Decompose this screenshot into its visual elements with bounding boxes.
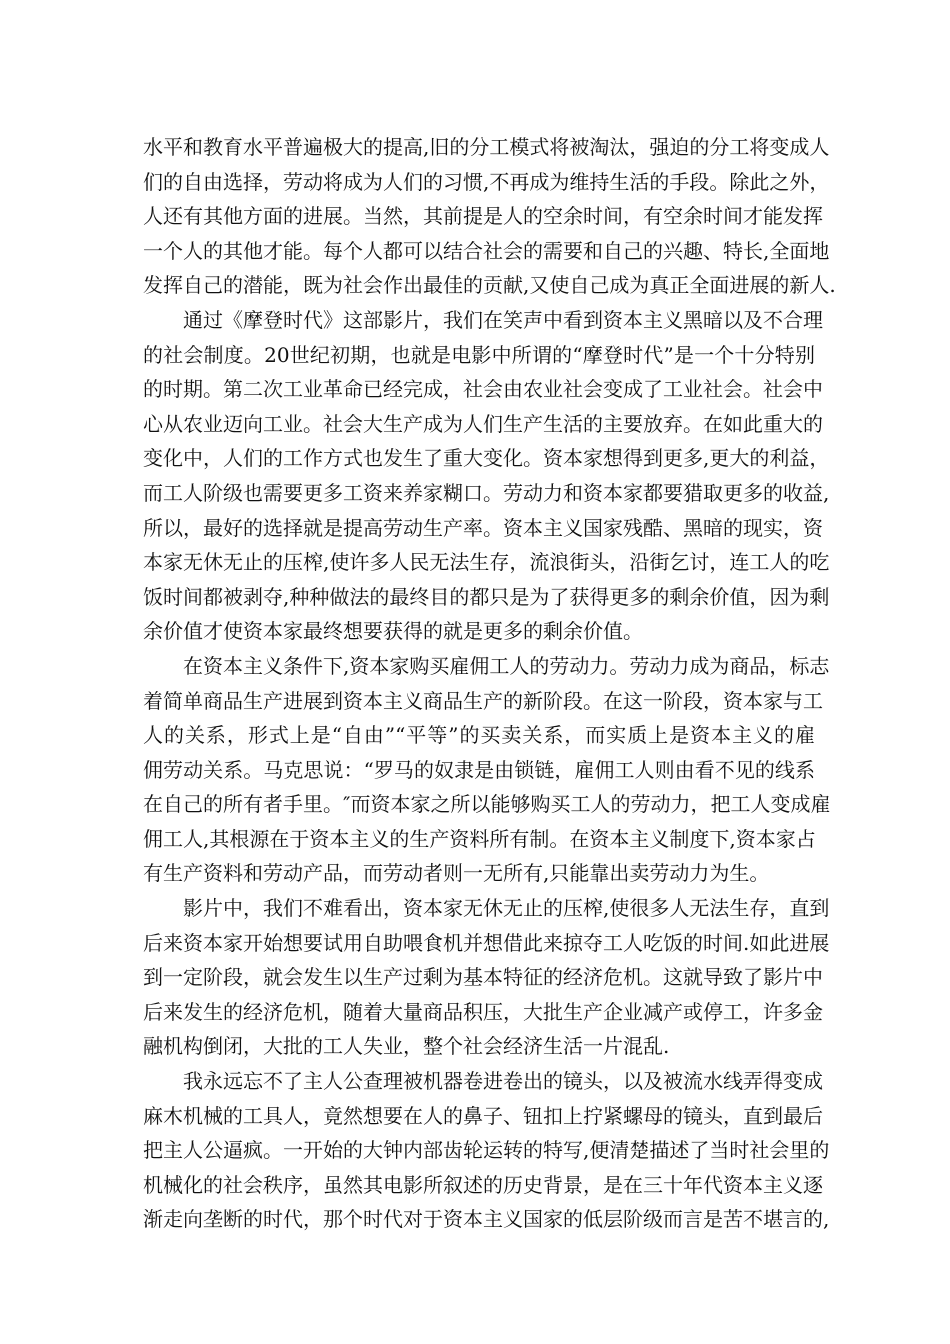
text-line: 把主人公逼疯。一开始的大钟内部齿轮运转的特写,便清楚描述了当时社会里的	[143, 1138, 830, 1163]
paragraph	[143, 649, 831, 891]
text-line: 所以，最好的选择就是提高劳动生产率。资本主义国家残酷、黑暗的现实，资	[143, 515, 823, 540]
text-line: 通过《摩登时代》这部影片，我们在笑声中看到资本主义黑暗以及不合理	[183, 307, 823, 332]
paragraph	[143, 130, 836, 303]
text-line: 渐走向垄断的时代，那个时代对于资本主义国家的低层阶级而言是苦不堪言的,	[143, 1207, 830, 1232]
text-line: 饭时间都被剥夺,种种做法的最终目的都只是为了获得更多的剩余价值，因为剩	[143, 584, 830, 609]
paragraph	[143, 1064, 830, 1237]
text-line: 后来资本家开始想要试用自助喂食机并想借此来掠夺工人吃饭的时间.如此进展	[143, 930, 830, 955]
text-line: 人的关系，形式上是“自由”“平等”的买卖关系，而实质上是资本主义的雇	[143, 723, 815, 748]
text-line: 机械化的社会秩序，虽然其电影所叙述的历史背景，是在三十年代资本主义逐	[143, 1172, 823, 1197]
text-line: 发挥自己的潜能，既为社会作出最佳的贡献,又使自己成为真正全面进展的新人.	[143, 273, 836, 298]
text-line: 影片中，我们不难看出，资本家无休无止的压榨,使很多人无法生存，直到	[183, 896, 830, 921]
text-line: 的社会制度。20世纪初期，也就是电影中所谓的“摩登时代”是一个十分特别	[143, 342, 815, 367]
text-line: 们的自由选择，劳动将成为人们的习惯,不再成为维持生活的手段。除此之外，	[143, 169, 830, 194]
text-line: 到一定阶段，就会发生以生产过剩为基本特征的经济危机。这就导致了影片中	[143, 965, 823, 990]
text-line: 融机构倒闭，大批的工人失业，整个社会经济生活一片混乱.	[143, 1034, 670, 1059]
text-line: 后来发生的经济危机，随着大量商品积压，大批生产企业减产或停工，许多金	[143, 999, 823, 1024]
text-line: 着简单商品生产进展到资本主义商品生产的新阶段。在这一阶段，资本家与工	[143, 688, 823, 713]
text-line: 余价值才使资本家最终想要获得的就是更多的剩余价值。	[143, 619, 643, 644]
text-line: 佣劳动关系。马克思说：“罗马的奴隶是由锁链，雇佣工人则由看不见的线系	[143, 757, 815, 782]
text-line: 有生产资料和劳动产品，而劳动者则一无所有,只能靠出卖劳动力为生。	[143, 861, 770, 886]
text-line: 变化中，人们的工作方式也发生了重大变化。资本家想得到更多,更大的利益，	[143, 446, 830, 471]
text-line: 在资本主义条件下,资本家购买雇佣工人的劳动力。劳动力成为商品，标志	[183, 653, 830, 678]
text-line: 一个人的其他才能。每个人都可以结合社会的需要和自己的兴趣、特长,全面地	[143, 238, 830, 263]
text-line: 的时期。第二次工业革命已经完成，社会由农业社会变成了工业社会。社会中	[143, 377, 823, 402]
text-line: 本家无休无止的压榨,使许多人民无法生存，流浪街头，沿街乞讨，连工人的吃	[143, 550, 830, 575]
text-line: 我永远忘不了主人公查理被机器卷进卷出的镜头，以及被流水线弄得变成	[183, 1069, 823, 1094]
text-line: 佣工人,其根源在于资本主义的生产资料所有制。在资本主义制度下,资本家占	[143, 826, 816, 851]
paragraph	[143, 891, 830, 1064]
text-line: 麻木机械的工具人，竟然想要在人的鼻子、钮扣上拧紧螺母的镜头，直到最后	[143, 1103, 823, 1128]
text-line: 心从农业迈向工业。社会大生产成为人们生产生活的主要放弃。在如此重大的	[143, 411, 823, 436]
text-line: 而工人阶级也需要更多工资来养家糊口。劳动力和资本家都要猎取更多的收益,	[143, 480, 830, 505]
paragraph	[143, 303, 830, 649]
text-line: 在自己的所有者手里。″而资本家之所以能够购买工人的劳动力，把工人变成雇	[143, 792, 831, 817]
text-line: 人还有其他方面的进展。当然，其前提是人的空余时间，有空余时间才能发挥	[143, 204, 823, 229]
body-text	[143, 130, 836, 1237]
text-line: 水平和教育水平普遍极大的提高,旧的分工模式将被淘汰，强迫的分工将变成人	[143, 135, 830, 159]
